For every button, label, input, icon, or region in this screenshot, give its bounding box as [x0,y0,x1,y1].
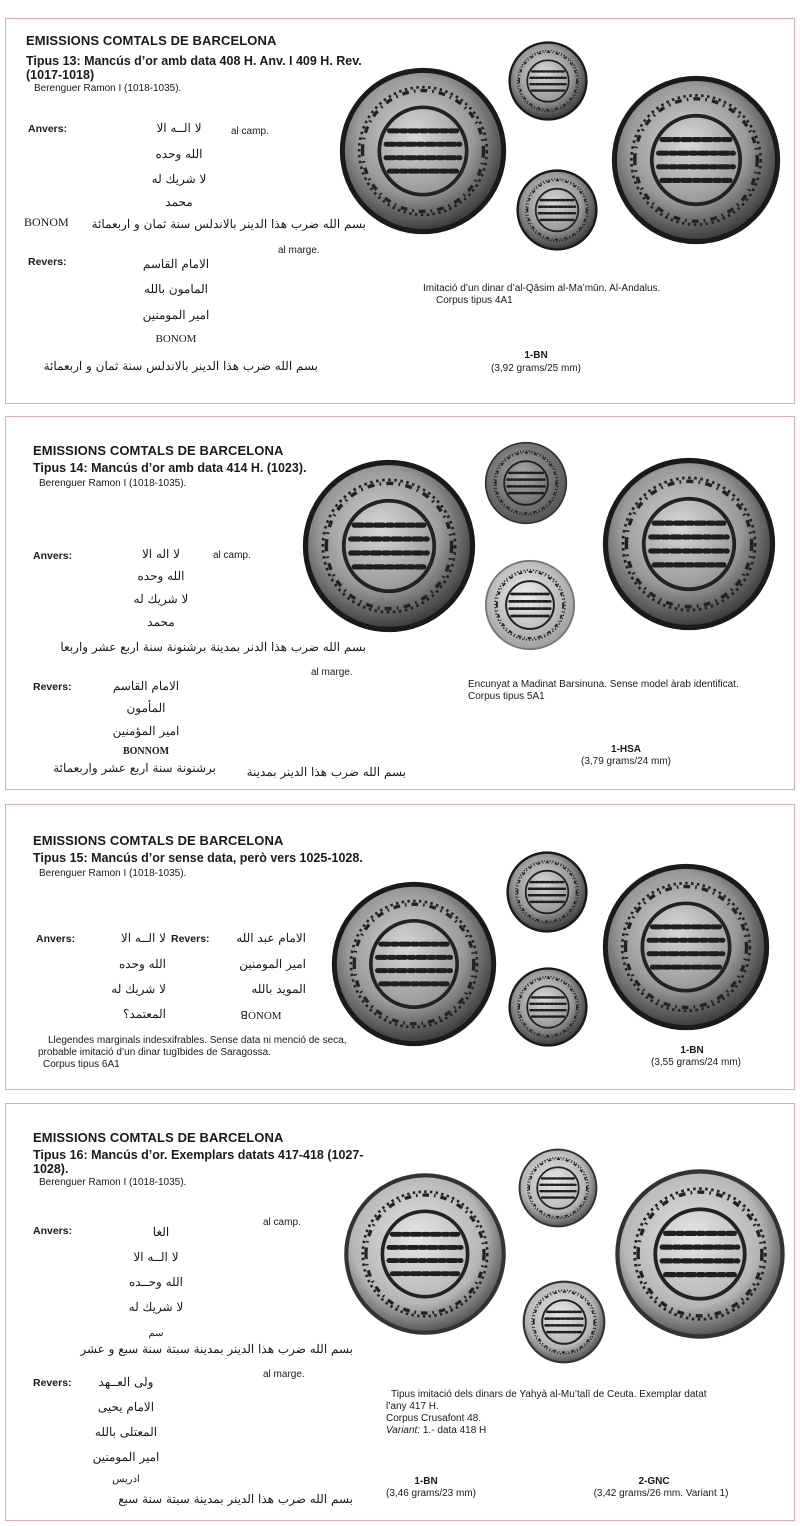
anvers-line-3: لا شريك له [151,172,207,186]
tipus-title: Tipus 13: Mancús d’or amb data 408 H. Anv. I 409 H. Rev. [26,54,362,68]
revers-line-1: الامام القاسم [142,257,210,271]
anvers-line-2: الله وحده [137,569,185,583]
revers-margin-legend: بسم الله ضرب هذا الدينر بمدينة سبتة سنة سبع [118,1492,353,1506]
revers-line-2: المأمون [126,701,166,715]
anvers-label: Anvers: [33,1225,73,1237]
caption-line-1: Llegendes marginals indesxifrables. Sense data ni menció de seca, [48,1035,347,1046]
specimen-ref-1: 1-BN [680,1045,704,1056]
revers-line-2: الامام يحيى [97,1400,155,1414]
revers-margin-part-1: برشنونة سنة اربع عشر واربعمائة [53,761,216,775]
caption-line-4 [386,1425,486,1437]
revers-label: Revers: [33,681,72,693]
ruler-name: Berenguer Ramon I (1018-1035). [39,1177,187,1188]
revers-line-2: المامون بالله [144,282,208,296]
specimen-measure-1: (3,46 grams/23 mm) [385,1488,477,1499]
anvers-line-4: محمد [165,195,193,209]
anvers-line-2: لا الــه الا [133,1250,179,1264]
caption-line-2: l’any 417 H. [386,1401,439,1412]
anvers-line-4: لا شريك له [128,1300,184,1314]
ruler-name: Berenguer Ramon I (1018-1035). [39,868,187,879]
revers-line-3: امير المؤمنين [112,724,180,738]
anvers-margin-legend: بسم الله ضرب هذا الدينر بمدينة سبتة سنة سبع و عشر [80,1342,353,1356]
anvers-line-1: لا الــه الا [120,931,166,945]
coin-obverse-large-image [331,881,497,1047]
card-header: EMISSIONS COMTALS DE BARCELONA [26,33,277,48]
coin-obverse-small-image [484,441,568,525]
tipus-title-cont: 1028). [33,1162,69,1176]
specimen-ref-1: 1-BN [414,1476,438,1487]
anvers-line-4: محمد [147,615,175,629]
coin-card-tipus-15 [5,804,795,1090]
tipus-title: Tipus 15: Mancús d’or sense data, però vers 1025-1028. [33,851,363,865]
coin-reverse-large-image [611,75,781,245]
anvers-label: Anvers: [33,550,73,562]
coin-obverse-large-image [339,67,507,235]
tipus-title: Tipus 16: Mancús d’or. Exemplars datats 417-418 (1027- [33,1148,364,1162]
anvers-margin-legend: بسم الله ضرب هذا الدنر بمدينة برشنونة سنة اربع عشر واربعا [60,640,366,654]
al-camp-label: al camp. [231,126,269,137]
ruler-name: Berenguer Ramon I (1018-1035). [34,83,182,94]
specimen-ref-2: 2-GNC [638,1476,670,1487]
revers-line-2: امير المومنين [239,957,306,971]
revers-line-3: امير المومنين [142,308,210,322]
variant-label: Variant: [386,1425,421,1436]
anvers-line-4: المعتمد؟ [123,1007,166,1021]
tipus-title-cont: (1017-1018) [26,68,95,82]
anvers-line-2: الله وحده [118,957,166,971]
tipus-title: Tipus 14: Mancús d’or amb data 414 H. (1023). [33,461,307,475]
revers-line-3: المويد بالله [251,982,306,996]
coin-card-tipus-14 [5,416,795,790]
al-camp-label: al camp. [263,1217,301,1228]
revers-latin: BONNOM [122,746,170,757]
card-header: EMISSIONS COMTALS DE BARCELONA [33,833,284,848]
anvers-line-5: سم [148,1328,164,1339]
coin-obverse-large-image [302,459,476,633]
coin-reverse-large-image [602,863,770,1031]
anvers-line-3: لا شريك له [111,982,166,996]
coin-obverse-small-image [518,1148,598,1228]
anvers-line-1: لا اله الا [141,547,181,561]
specimen-measure-1: (3,55 grams/24 mm) [650,1057,742,1068]
specimen-measure-1: (3,92 grams/25 mm) [490,363,582,374]
caption-line-2: probable imitació d’un dinar tugībides de Saragossa. [38,1047,271,1058]
coin-reverse-small-image [484,559,576,651]
specimen-ref-1: 1-HSA [610,744,641,755]
coin-reverse-small-image [522,1280,606,1364]
anvers-margin-latin: BONOM [24,215,69,229]
coin-obverse-small-image [508,41,588,121]
revers-label: Revers: [171,933,210,945]
caption-line-1: Tipus imitació dels dinars de Yahyà al-Mu’talī de Ceuta. Exemplar datat [391,1389,707,1400]
al-marge-label: al marge. [278,245,320,256]
coin-obverse-small-image [506,851,588,933]
al-marge-label: al marge. [311,667,353,678]
caption-line-3: Corpus tipus 6A1 [43,1059,120,1070]
revers-label: Revers: [33,1377,72,1389]
coin-card-tipus-13 [5,18,795,404]
anvers-margin-legend: بسم الله ضرب هذا الدينر بالاندلس سنة ثمان و اربعمائة [91,217,366,231]
al-marge-label: al marge. [263,1369,305,1380]
anvers-label: Anvers: [36,933,76,945]
coin-reverse-small-image [508,967,588,1047]
revers-label: Revers: [28,256,67,268]
caption-line-3: Corpus Crusafont 48. [386,1413,482,1424]
revers-margin-part-2: بسم الله ضرب هذا الدينر بمدينة [246,765,406,779]
ruler-name: Berenguer Ramon I (1018-1035). [39,478,187,489]
revers-line-5: ادريس [112,1474,140,1485]
anvers-line-1: لا الــه الا [156,121,202,135]
caption-line-2: Corpus tipus 5A1 [468,691,545,702]
revers-line-1: الامام عبد الله [236,931,306,945]
revers-latin: ꓭONOM [240,1010,282,1022]
specimen-ref-1: 1-BN [524,350,548,361]
revers-margin-legend: بسم الله ضرب هذا الدينر بالاندلس سنة ثمان و اربعمائة [43,359,318,373]
anvers-line-3: الله وحــده [128,1275,184,1289]
anvers-line-3: لا شريك له [133,592,189,606]
coin-obverse-large-image [343,1172,507,1336]
card-header: EMISSIONS COMTALS DE BARCELONA [33,1130,284,1145]
anvers-line-1: الغا [152,1225,170,1239]
revers-line-1: الامام القاسم [112,679,180,693]
coin-reverse-large-image [602,457,776,631]
revers-latin: BONOM [155,333,197,345]
caption-line-1: Encunyat a Madinat Barsinuna. Sense model àrab identificat. [468,679,739,690]
anvers-line-2: الله وحده [155,147,203,161]
coin-reverse-large-image [614,1168,786,1340]
al-camp-label: al camp. [213,550,251,561]
anvers-label: Anvers: [28,123,68,135]
coin-reverse-small-image [516,169,598,251]
variant-text: 1.- data 418 H [422,1425,487,1436]
revers-line-4: امير المومنين [92,1450,160,1464]
coin-card-tipus-16 [5,1103,795,1521]
caption-line-2: Corpus tipus 4A1 [436,295,513,306]
revers-line-1: ولى العــهد [98,1375,154,1389]
specimen-measure-1: (3,79 grams/24 mm) [580,756,672,767]
specimen-measure-2: (3,42 grams/26 mm. Variant 1) [593,1488,729,1499]
caption-line-1: Imitació d’un dinar d’al-Qāsim al-Ma’mūn. Al-Andalus. [423,283,661,294]
card-header: EMISSIONS COMTALS DE BARCELONA [33,443,284,458]
revers-line-3: المعتلى بالله [94,1425,158,1439]
